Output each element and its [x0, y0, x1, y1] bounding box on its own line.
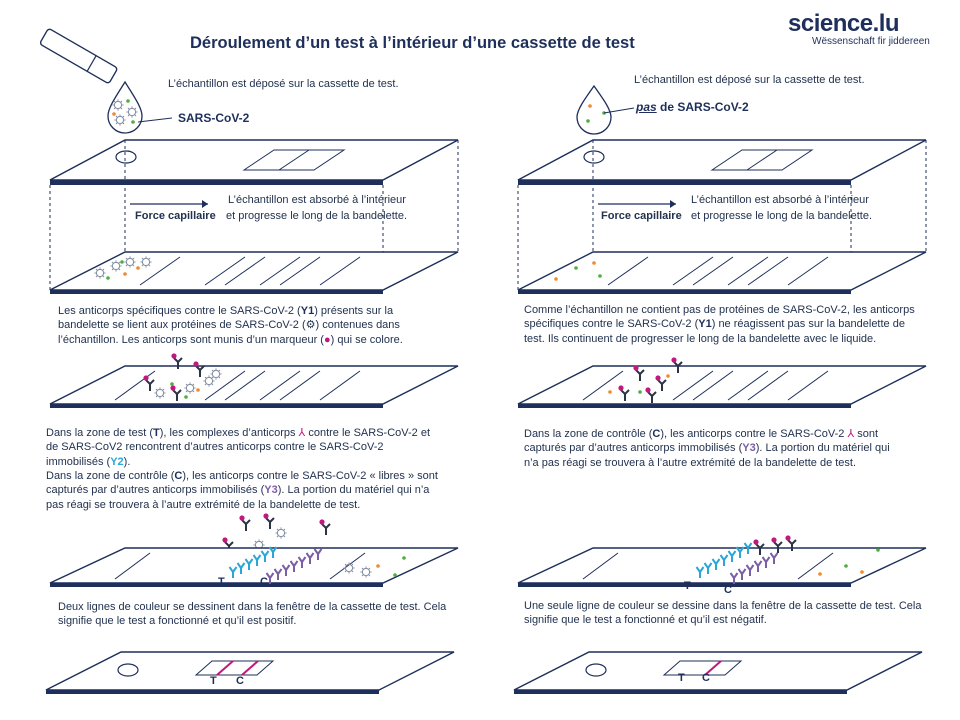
- cassette-result-left: [46, 652, 454, 694]
- strip-right-3: [518, 535, 926, 587]
- right-virus-label: pas de SARS-CoV-2: [636, 100, 749, 114]
- strip-right-2: [518, 357, 926, 408]
- sample-drop-right: [577, 86, 634, 134]
- right-step4: Dans la zone de contrôle (C), les anticorps contre le SARS-CoV-2 ⅄ sont capturés par d’autres anticorps immobilisés (Y3). La portion du matériel qui n’a pas réagi se trouvera à l’autre extrémité de la bandelette de test.: [524, 428, 890, 469]
- right-step3: Comme l’échantillon ne contient pas de protéines de SARS-CoV-2, les anticorps spécifiques contre le SARS-CoV-2 (Y1) ne réagissent pas sur la bandelette de test. Ils continuent de progresser le long de la bandelette avec le liquide.: [524, 304, 915, 345]
- strip-left-3: [50, 547, 458, 587]
- left-step3: Les anticorps spécifiques contre le SARS-CoV-2 (Y1) présents sur la bandelette se lient aux protéines de SARS-CoV-2 (⚙︎) contenues dans l’échantillon. Les anticorps sont munis d’un marqueur (●) qui se colore.: [58, 305, 403, 346]
- right-step2-line1: L’échantillon est absorbé à l’intérieur: [691, 194, 869, 206]
- right-step6: Une seule ligne de couleur se dessine dans la fenêtre de la cassette de test. Cela signifie que le test a fonctionné et qu’il est négatif.: [524, 600, 922, 627]
- right-result-t: T: [678, 672, 685, 684]
- right-result-c: C: [702, 672, 710, 684]
- cassette-result-right: [514, 652, 922, 694]
- left-step6: Deux lignes de couleur se dessinent dans la fenêtre de la cassette de test. Cela signifie que le test a fonctionné et qu’il est positif.: [58, 601, 447, 628]
- right-mark-c-strip: C: [724, 584, 732, 596]
- strip-left-1: [50, 252, 458, 294]
- page-title: Déroulement d’un test à l’intérieur d’une cassette de test: [190, 34, 635, 52]
- right-force-label: Force capillaire: [601, 210, 682, 222]
- left-result-t: T: [210, 675, 217, 687]
- left-virus-label: SARS-CoV-2: [178, 111, 250, 125]
- strip-right-1: [518, 252, 926, 294]
- strip-left-2: [50, 353, 458, 408]
- left-step2-line1: L’échantillon est absorbé à l’intérieur: [228, 194, 406, 206]
- left-mark-t-strip: T: [218, 576, 225, 588]
- left-step4: Dans la zone de test (T), les complexes d’anticorps ⅄ contre le SARS-CoV-2 et de SARS-CoV2 rencontrent d’autres anticorps contre le SARS-CoV-2 immobilisés (Y2).: [46, 427, 430, 468]
- right-step1: L’échantillon est déposé sur la cassette de test.: [634, 74, 865, 86]
- right-mark-t-strip: T: [684, 580, 691, 592]
- logo-tagline: Wëssenschaft fir jiddereen: [812, 36, 930, 47]
- sample-drop-left: [108, 82, 172, 133]
- left-step2-line2: et progresse le long de la bandelette.: [226, 210, 408, 222]
- left-mark-c-strip: C: [260, 576, 268, 588]
- logo: [788, 10, 930, 47]
- left-step1: L’échantillon est déposé sur la cassette de test.: [168, 78, 399, 90]
- left-result-c: C: [236, 675, 244, 687]
- left-force-label: Force capillaire: [135, 210, 216, 222]
- pipette: [40, 28, 118, 84]
- left-step5: Dans la zone de contrôle (C), les anticorps contre le SARS-CoV-2 « libres » sont capturés par d’autres anticorps immobilisés (Y3). La portion du matériel qui n’a pas réagi se trouvera à l’autre extrémité de la bandelette de test.: [46, 470, 438, 511]
- logo-name: science.lu: [788, 10, 900, 37]
- right-step2-line2: et progresse le long de la bandelette.: [691, 210, 873, 222]
